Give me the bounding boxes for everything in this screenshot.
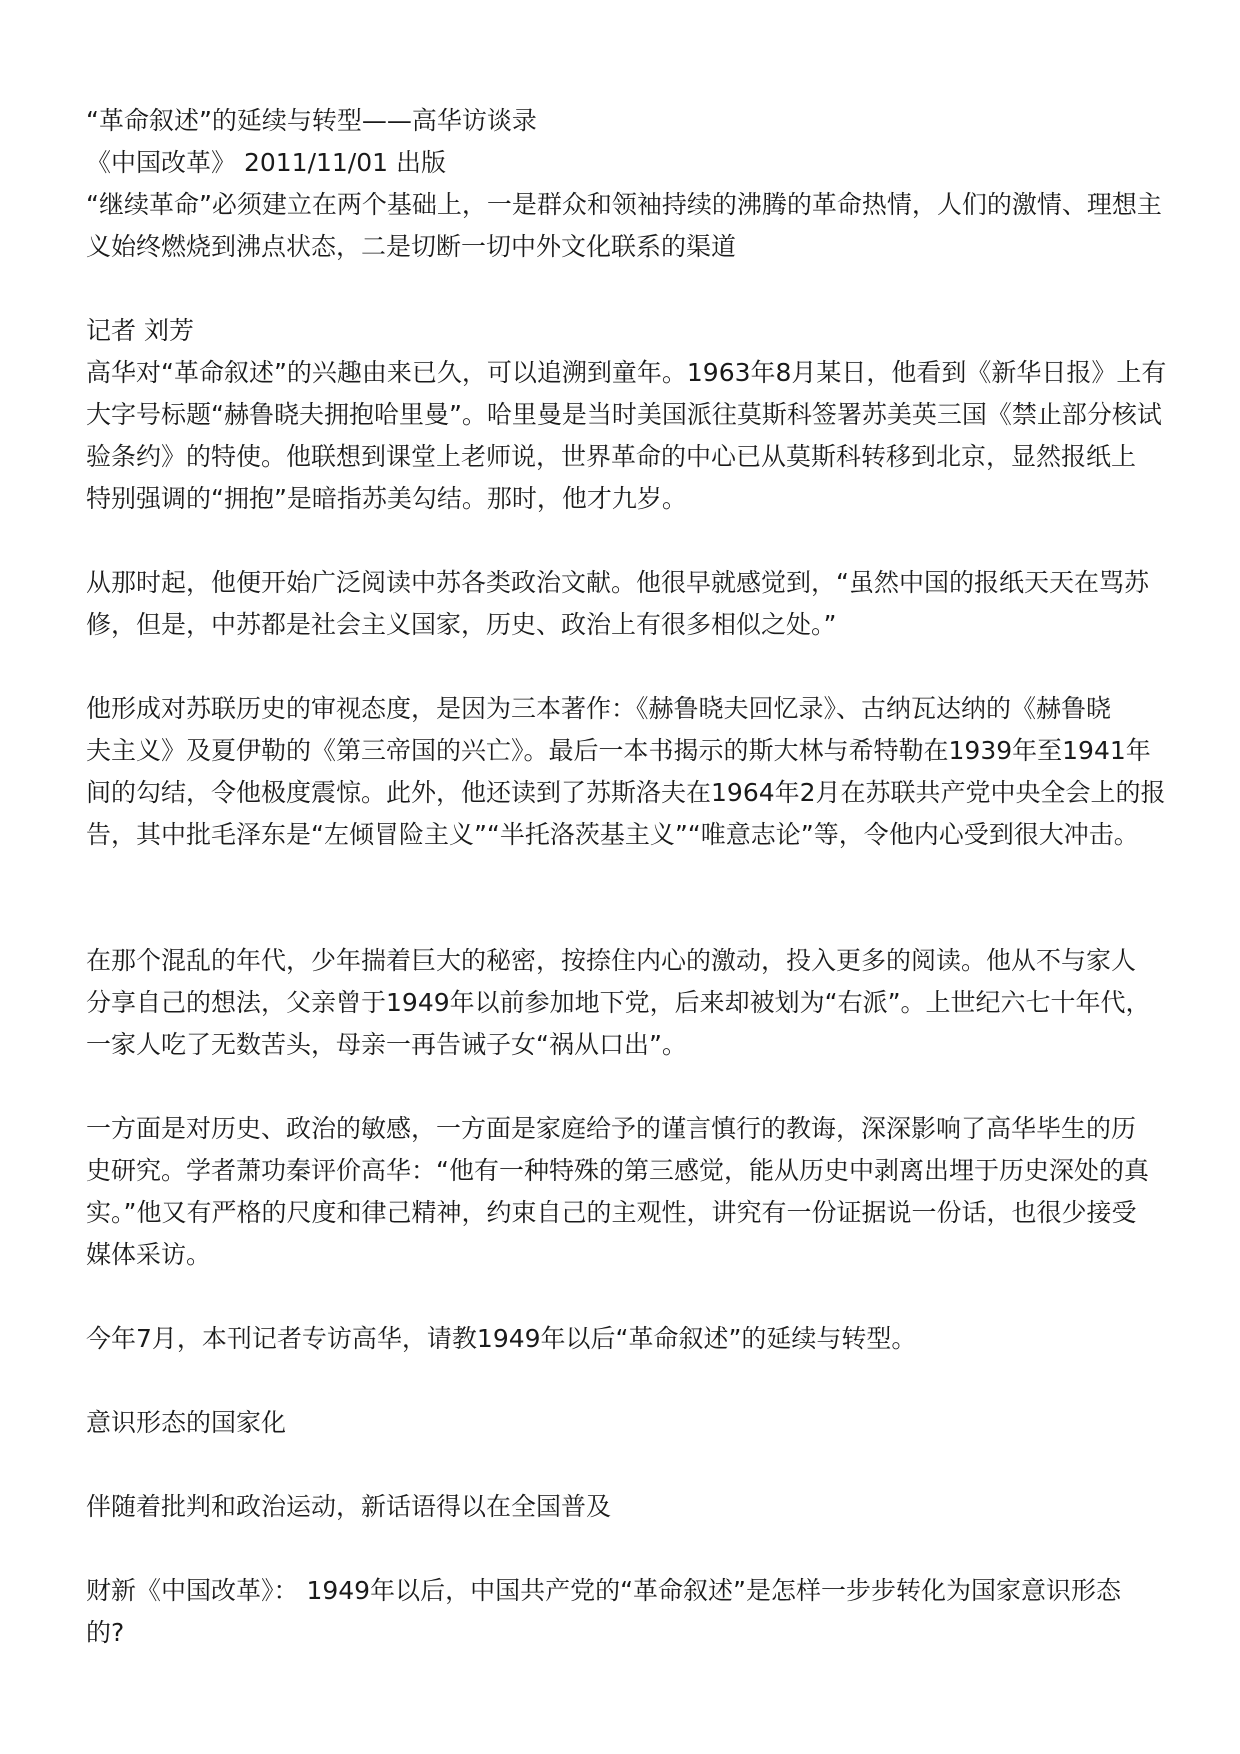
article-title: “革命叙述”的延续与转型——高华访谈录 [86, 106, 537, 135]
text-line: 在那个混乱的年代，少年揣着巨大的秘密，按捺住内心的激动，投入更多的阅读。他从不与家人 [86, 946, 1137, 975]
reporter-byline: 记者 刘芳 [86, 316, 194, 345]
summary-line: “继续革命”必须建立在两个基础上，一是群众和领袖持续的沸腾的革命热情，人们的激情、理想主 [86, 190, 1162, 219]
text-line: 特别强调的“拥抱”是暗指苏美勾结。那时，他才九岁。 [86, 484, 687, 513]
text-line: 一家人吃了无数苦头，母亲一再告诫子女“祸从口出”。 [86, 1030, 687, 1059]
paragraph-reading [86, 562, 1166, 646]
text-line: 史研究。学者萧功秦评价高华：“他有一种特殊的第三感觉，能从历史中剥离出埋于历史深处的真 [86, 1156, 1149, 1185]
paragraph-three-books [86, 688, 1166, 856]
paragraph-influence [86, 1108, 1166, 1276]
text-line: 修，但是，中苏都是社会主义国家，历史、政治上有很多相似之处。” [86, 610, 837, 639]
text-line: 一方面是对历史、政治的敏感，一方面是家庭给予的谨言慎行的教诲，深深影响了高华毕生的历 [86, 1114, 1137, 1143]
summary-line: 义始终燃烧到沸点状态，二是切断一切中外文化联系的渠道 [86, 232, 737, 261]
text-line: 高华对“革命叙述”的兴趣由来已久，可以追溯到童年。1963年8月某日，他看到《新华日报》上有 [86, 358, 1167, 387]
text-line: 的? [86, 1618, 125, 1647]
text-line: 告，其中批毛泽东是“左倾冒险主义”“半托洛茨基主义”“唯意志论”等，令他内心受到很大冲击。 [86, 820, 1139, 849]
interview-question [86, 1570, 1166, 1654]
text-line: 夫主义》及夏伊勒的《第三帝国的兴亡》。最后一本书揭示的斯大林与希特勒在1939年至1941年 [86, 736, 1151, 765]
text-line: 分享自己的想法，父亲曾于1949年以前参加地下党，后来却被划为“右派”。上世纪六七十年代， [86, 988, 1151, 1017]
paragraph-family [86, 940, 1166, 1066]
text-line: 从那时起，他便开始广泛阅读中苏各类政治文献。他很早就感觉到，“虽然中国的报纸天天在骂苏 [86, 568, 1149, 597]
paragraph-childhood [86, 352, 1166, 520]
text-line: 间的勾结，令他极度震惊。此外，他还读到了苏斯洛夫在1964年2月在苏联共产党中央全会上的报 [86, 778, 1166, 807]
section-heading: 意识形态的国家化 [86, 1408, 287, 1437]
paragraph-interview-intro: 今年7月，本刊记者专访高华，请教1949年以后“革命叙述”的延续与转型。 [86, 1324, 917, 1353]
text-line: 他形成对苏联历史的审视态度，是因为三本著作：《赫鲁晓夫回忆录》、古纳瓦达纳的《赫鲁晓 [86, 694, 1112, 723]
section-subheading: 伴随着批判和政治运动，新话语得以在全国普及 [86, 1492, 612, 1521]
text-line: 验条约》的特使。他联想到课堂上老师说，世界革命的中心已从莫斯科转移到北京，显然报纸上 [86, 442, 1137, 471]
text-line: 大字号标题“赫鲁晓夫拥抱哈里曼”。哈里曼是当时美国派往莫斯科签署苏美英三国《禁止部分核试 [86, 400, 1162, 429]
text-line: 媒体采访。 [86, 1240, 212, 1269]
publication-source: 《中国改革》 2011/11/01 出版 [86, 148, 446, 177]
text-line: 财新《中国改革》： 1949年以后，中国共产党的“革命叙述”是怎样一步步转化为国家意识形态 [86, 1576, 1121, 1605]
text-line: 实。”他又有严格的尺度和律己精神，约束自己的主观性，讲究有一份证据说一份话，也很少接受 [86, 1198, 1137, 1227]
article [86, 100, 1166, 1654]
